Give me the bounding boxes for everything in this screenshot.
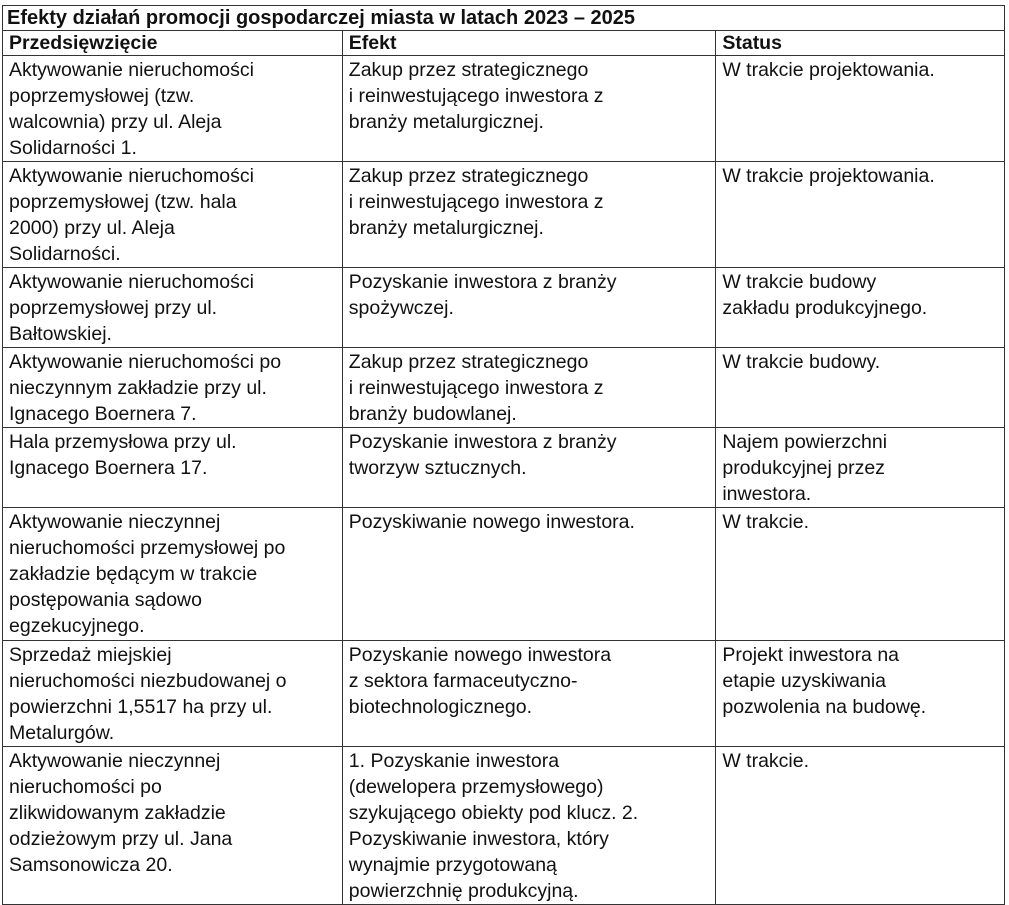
- effect-text: Pozyskanie inwestora z branży tworzyw sztucznych.: [348, 431, 617, 479]
- effect-text: Zakup przez strategicznego i reinwestującego inwestora z branży metalurgicznej.: [348, 59, 604, 133]
- project-text: Aktywowanie nieruchomości poprzemysłowej (tzw. walcownia) przy ul. Aleja Solidarności 1.: [9, 59, 254, 159]
- effect-cell: [342, 348, 716, 428]
- effect-text: Pozyskanie nowego inwestora z sektora farmaceutyczno- biotechnologicznego.: [348, 644, 612, 718]
- table-row: [3, 162, 1005, 268]
- status-text: W trakcie projektowania.: [722, 59, 935, 81]
- column-header-effect: Efekt: [342, 31, 716, 56]
- table-header-row: [3, 31, 1005, 56]
- status-text: W trakcie budowy zakładu produkcyjnego.: [722, 271, 928, 319]
- project-text: Aktywowanie nieruchomości poprzemysłowej przy ul. Bałtowskiej.: [9, 271, 254, 345]
- status-text: Najem powierzchni produkcyjnej przez inwestora.: [722, 431, 888, 505]
- effect-cell: [342, 428, 716, 508]
- table-row: [3, 641, 1005, 747]
- status-cell: [716, 348, 1005, 428]
- status-cell: [716, 56, 1005, 162]
- status-text: W trakcie.: [722, 511, 810, 533]
- table-title-row: [3, 6, 1005, 31]
- project-text: Aktywowanie nieruchomości poprzemysłowej (tzw. hala 2000) przy ul. Aleja Solidarności.: [9, 165, 254, 265]
- effect-cell: [342, 162, 716, 268]
- effect-text: Pozyskiwanie nowego inwestora.: [348, 511, 635, 533]
- project-text: Aktywowanie nieczynnej nieruchomości po zlikwidowanym zakładzie odzieżowym przy ul. Jana Samsonowicza 20.: [9, 750, 233, 876]
- project-text: Sprzedaż miejskiej nieruchomości niezbudowanej o powierzchni 1,5517 ha przy ul. Metalurgów.: [9, 644, 287, 744]
- table-row: [3, 508, 1005, 641]
- effect-text: 1. Pozyskanie inwestora (dewelopera przemysłowego) szykującego obiekty pod klucz. 2. Pozyskiwanie inwestora, który wynajmie przygotowaną powierzchnię produkcyjną.: [348, 750, 639, 902]
- table-row: [3, 268, 1005, 348]
- project-cell: [3, 428, 343, 508]
- status-text: W trakcie.: [722, 750, 810, 772]
- project-text: Aktywowanie nieruchomości po nieczynnym zakładzie przy ul. Ignacego Boernera 7.: [9, 351, 282, 425]
- project-cell: [3, 508, 343, 641]
- status-cell: [716, 428, 1005, 508]
- project-cell: [3, 641, 343, 747]
- project-cell: [3, 268, 343, 348]
- status-cell: [716, 268, 1005, 348]
- effect-cell: [342, 268, 716, 348]
- project-text: Hala przemysłowa przy ul. Ignacego Boernera 17.: [9, 431, 237, 479]
- project-cell: [3, 162, 343, 268]
- effect-cell: [342, 641, 716, 747]
- effect-text: Zakup przez strategicznego i reinwestującego inwestora z branży metalurgicznej.: [348, 165, 604, 239]
- effect-cell: [342, 747, 716, 905]
- status-cell: [716, 162, 1005, 268]
- effect-text: Pozyskanie inwestora z branży spożywczej.: [348, 271, 617, 319]
- table-row: [3, 428, 1005, 508]
- table-title: Efekty działań promocji gospodarczej miasta w latach 2023 – 2025: [3, 6, 1005, 31]
- project-cell: [3, 747, 343, 905]
- project-cell: [3, 348, 343, 428]
- status-cell: [716, 508, 1005, 641]
- effect-cell: [342, 56, 716, 162]
- status-text: Projekt inwestora na etapie uzyskiwania pozwolenia na budowę.: [722, 644, 927, 718]
- project-text: Aktywowanie nieczynnej nieruchomości przemysłowej po zakładzie będącym w trakcie postępowania sądowo egzekucyjnego.: [9, 511, 286, 637]
- status-cell: [716, 747, 1005, 905]
- column-header-status: Status: [716, 31, 1005, 56]
- status-cell: [716, 641, 1005, 747]
- status-text: W trakcie budowy.: [722, 351, 881, 373]
- promotion-effects-table: [2, 5, 1005, 905]
- effect-text: Zakup przez strategicznego i reinwestującego inwestora z branży budowlanej.: [348, 351, 604, 425]
- table-row: [3, 56, 1005, 162]
- effect-cell: [342, 508, 716, 641]
- table-row: [3, 348, 1005, 428]
- column-header-project: Przedsięwzięcie: [3, 31, 343, 56]
- project-cell: [3, 56, 343, 162]
- table-row: [3, 747, 1005, 905]
- status-text: W trakcie projektowania.: [722, 165, 935, 187]
